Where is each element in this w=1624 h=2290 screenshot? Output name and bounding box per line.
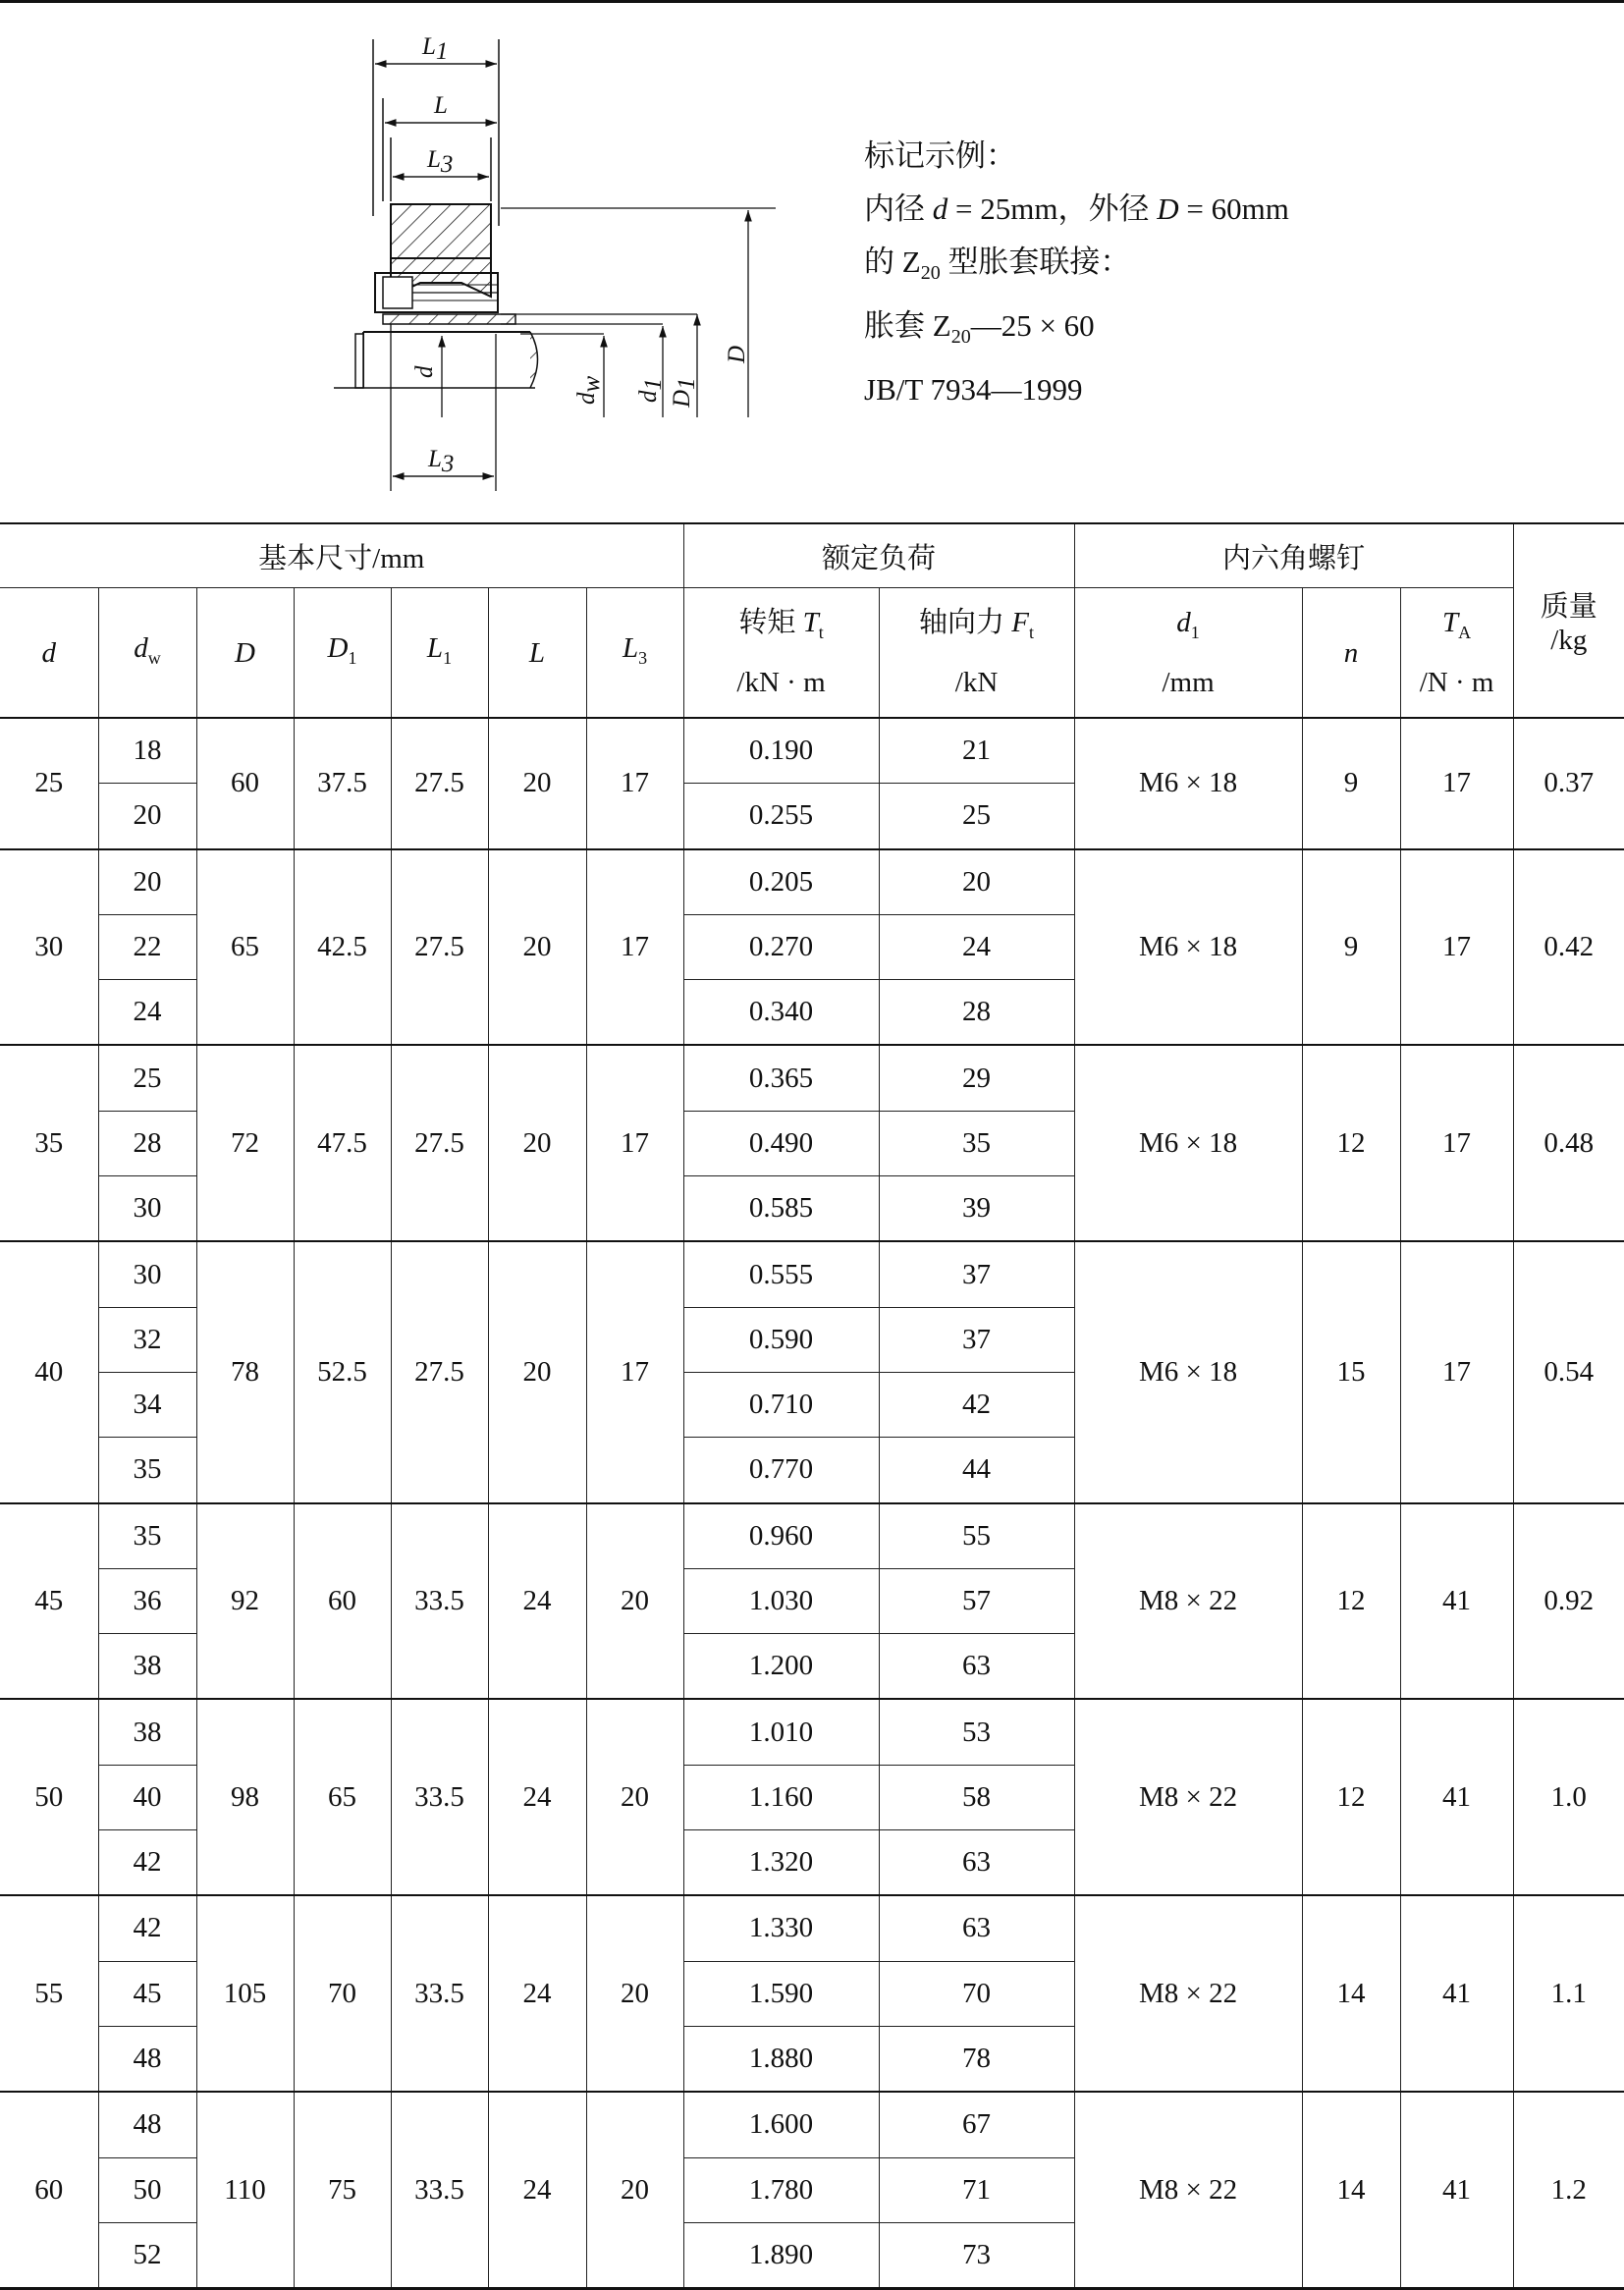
cell-d: 45 — [0, 1503, 98, 1700]
cell-axial-force: 70 — [879, 1961, 1074, 2026]
cell-D: 92 — [196, 1503, 294, 1700]
cell-L1: 33.5 — [391, 1895, 488, 2092]
col-D: D — [196, 588, 294, 719]
cell-d: 25 — [0, 718, 98, 849]
cell-torque: 0.255 — [683, 784, 879, 849]
marking-example — [864, 130, 1289, 416]
cell-torque: 1.160 — [683, 1765, 879, 1829]
cell-L: 24 — [488, 1699, 586, 1895]
cell-n: 12 — [1302, 1699, 1400, 1895]
cell-n: 15 — [1302, 1241, 1400, 1502]
cell-axial-force: 20 — [879, 849, 1074, 915]
cell-axial-force: 29 — [879, 1045, 1074, 1111]
cell-axial-force: 78 — [879, 2026, 1074, 2092]
cell-D: 105 — [196, 1895, 294, 2092]
cell-L1: 27.5 — [391, 1241, 488, 1502]
col-n: n — [1302, 588, 1400, 719]
cell-D: 60 — [196, 718, 294, 849]
cell-torque: 0.960 — [683, 1503, 879, 1569]
cell-D1: 60 — [294, 1503, 391, 1700]
cell-d: 40 — [0, 1241, 98, 1502]
cell-dw: 20 — [98, 784, 196, 849]
cell-TA: 41 — [1400, 1699, 1513, 1895]
cell-axial-force: 53 — [879, 1699, 1074, 1765]
cell-n: 14 — [1302, 2092, 1400, 2288]
cell-screw-size: M8 × 22 — [1074, 2092, 1302, 2288]
cell-torque: 1.030 — [683, 1568, 879, 1633]
table-row — [0, 1895, 1624, 1961]
cell-axial-force: 25 — [879, 784, 1074, 849]
cell-axial-force: 55 — [879, 1503, 1074, 1569]
cell-L3: 17 — [586, 718, 683, 849]
cell-dw: 30 — [98, 1176, 196, 1242]
header-mass: 质量 /kg — [1513, 523, 1624, 718]
cell-dw: 35 — [98, 1438, 196, 1503]
col-L3: $L_3$ — [586, 588, 683, 719]
label-D1: D1 — [669, 377, 700, 408]
cell-torque: 0.205 — [683, 849, 879, 915]
cell-L: 24 — [488, 2092, 586, 2288]
cell-n: 12 — [1302, 1045, 1400, 1241]
cell-n: 9 — [1302, 849, 1400, 1046]
table-row — [0, 2092, 1624, 2157]
cell-axial-force: 58 — [879, 1765, 1074, 1829]
cell-dw: 35 — [98, 1503, 196, 1569]
cell-mass: 1.2 — [1513, 2092, 1624, 2288]
cell-TA: 41 — [1400, 1895, 1513, 2092]
cell-L3: 17 — [586, 1045, 683, 1241]
label-L: L — [434, 92, 448, 119]
col-d: d — [0, 588, 98, 719]
table-row — [0, 1045, 1624, 1111]
marking-title: 标记示例： — [864, 138, 1016, 173]
cell-D: 78 — [196, 1241, 294, 1502]
cell-screw-size: M6 × 18 — [1074, 718, 1302, 849]
cell-dw: 40 — [98, 1765, 196, 1829]
col-screw-d1: $d_1$ /mm — [1074, 588, 1302, 719]
cell-D1: 47.5 — [294, 1045, 391, 1241]
cell-dw: 42 — [98, 1895, 196, 1961]
cell-TA: 41 — [1400, 2092, 1513, 2288]
cell-torque: 0.590 — [683, 1307, 879, 1372]
cell-L1: 33.5 — [391, 1503, 488, 1700]
col-D1: $D_1$ — [294, 588, 391, 719]
cell-TA: 17 — [1400, 718, 1513, 849]
cell-axial-force: 39 — [879, 1176, 1074, 1242]
col-TA: $T_A$ /N · m — [1400, 588, 1513, 719]
table-row — [0, 1699, 1624, 1765]
cell-torque: 0.365 — [683, 1045, 879, 1111]
cell-dw: 34 — [98, 1372, 196, 1437]
cell-TA: 17 — [1400, 1045, 1513, 1241]
cell-screw-size: M8 × 22 — [1074, 1699, 1302, 1895]
expansion-sleeve-drawing — [324, 20, 785, 491]
cell-mass: 0.48 — [1513, 1045, 1624, 1241]
cell-axial-force: 37 — [879, 1307, 1074, 1372]
cell-screw-size: M6 × 18 — [1074, 1241, 1302, 1502]
cell-mass: 1.1 — [1513, 1895, 1624, 2092]
table-row — [0, 849, 1624, 915]
cell-mass: 0.92 — [1513, 1503, 1624, 1700]
cell-screw-size: M8 × 22 — [1074, 1503, 1302, 1700]
cell-axial-force: 42 — [879, 1372, 1074, 1437]
cell-torque: 1.010 — [683, 1699, 879, 1765]
col-dw: $d_w$ — [98, 588, 196, 719]
cell-axial-force: 44 — [879, 1438, 1074, 1503]
marking-line-designation: 胀套 $Z_{20}—25 \times 60$ — [864, 308, 1095, 349]
cell-D1: 42.5 — [294, 849, 391, 1046]
cell-axial-force: 24 — [879, 914, 1074, 979]
marking-line-type: 的 $Z_{20}$ 型胀套联接： — [864, 245, 1131, 285]
cell-torque: 1.890 — [683, 2222, 879, 2288]
cell-torque: 0.555 — [683, 1241, 879, 1307]
cell-dw: 52 — [98, 2222, 196, 2288]
cell-L3: 20 — [586, 1895, 683, 2092]
cell-mass: 1.0 — [1513, 1699, 1624, 1895]
cell-D: 110 — [196, 2092, 294, 2288]
cell-screw-size: M6 × 18 — [1074, 1045, 1302, 1241]
cell-axial-force: 63 — [879, 1830, 1074, 1896]
cell-axial-force: 63 — [879, 1895, 1074, 1961]
cell-dw: 25 — [98, 1045, 196, 1111]
header-hex-screw: 内六角螺钉 — [1074, 523, 1513, 588]
cell-dw: 45 — [98, 1961, 196, 2026]
cell-TA: 41 — [1400, 1503, 1513, 1700]
top-rule — [0, 0, 1624, 3]
table-row — [0, 1503, 1624, 1569]
label-L3-top: L3 — [427, 146, 454, 178]
cell-L3: 17 — [586, 1241, 683, 1502]
cell-D1: 65 — [294, 1699, 391, 1895]
cell-torque: 1.320 — [683, 1830, 879, 1896]
cell-L: 20 — [488, 1241, 586, 1502]
cell-screw-size: M8 × 22 — [1074, 1895, 1302, 2092]
cell-dw: 28 — [98, 1111, 196, 1175]
label-D: D — [724, 345, 750, 363]
cell-mass: 0.42 — [1513, 849, 1624, 1046]
cell-L1: 27.5 — [391, 1045, 488, 1241]
cell-torque: 0.340 — [683, 980, 879, 1046]
cell-n: 12 — [1302, 1503, 1400, 1700]
label-d: d — [411, 365, 438, 378]
cell-L3: 20 — [586, 1503, 683, 1700]
cell-axial-force: 71 — [879, 2157, 1074, 2222]
cell-dw: 22 — [98, 914, 196, 979]
cell-torque: 0.490 — [683, 1111, 879, 1175]
cell-mass: 0.54 — [1513, 1241, 1624, 1502]
cell-D1: 70 — [294, 1895, 391, 2092]
cell-dw: 32 — [98, 1307, 196, 1372]
cell-L3: 20 — [586, 2092, 683, 2288]
header-basic-dimensions: 基本尺寸/mm — [0, 523, 683, 588]
cell-L1: 27.5 — [391, 718, 488, 849]
cell-torque: 1.200 — [683, 1634, 879, 1700]
cell-d: 30 — [0, 849, 98, 1046]
cell-torque: 1.590 — [683, 1961, 879, 2026]
cell-torque: 1.330 — [683, 1895, 879, 1961]
cell-torque: 0.270 — [683, 914, 879, 979]
cell-L: 24 — [488, 1503, 586, 1700]
cell-n: 14 — [1302, 1895, 1400, 2092]
cell-D: 72 — [196, 1045, 294, 1241]
cell-torque: 0.710 — [683, 1372, 879, 1437]
col-L: L — [488, 588, 586, 719]
spec-table — [0, 522, 1624, 2290]
label-L1: L1 — [422, 33, 449, 65]
cell-D1: 37.5 — [294, 718, 391, 849]
cell-screw-size: M6 × 18 — [1074, 849, 1302, 1046]
cell-axial-force: 63 — [879, 1634, 1074, 1700]
cell-dw: 18 — [98, 718, 196, 784]
cell-torque: 1.780 — [683, 2157, 879, 2222]
cell-L3: 17 — [586, 849, 683, 1046]
label-L3-bottom: L3 — [428, 446, 455, 477]
table-row — [0, 718, 1624, 784]
cell-torque: 0.770 — [683, 1438, 879, 1503]
cell-torque: 0.190 — [683, 718, 879, 784]
cell-n: 9 — [1302, 718, 1400, 849]
cell-L1: 33.5 — [391, 2092, 488, 2288]
label-d1: d1 — [635, 378, 667, 403]
table-row — [0, 1241, 1624, 1307]
cell-L1: 33.5 — [391, 1699, 488, 1895]
cell-mass: 0.37 — [1513, 718, 1624, 849]
cell-dw: 42 — [98, 1830, 196, 1896]
cell-dw: 20 — [98, 849, 196, 915]
cell-L1: 27.5 — [391, 849, 488, 1046]
col-axial-force: 轴向力 $F_t$ /kN — [879, 588, 1074, 719]
cell-axial-force: 67 — [879, 2092, 1074, 2157]
cell-dw: 38 — [98, 1634, 196, 1700]
sleeve-section-diagram — [324, 20, 785, 491]
cell-axial-force: 57 — [879, 1568, 1074, 1633]
col-torque: 转矩 $T_t$ /kN · m — [683, 588, 879, 719]
cell-TA: 17 — [1400, 1241, 1513, 1502]
cell-D1: 75 — [294, 2092, 391, 2288]
cell-D: 65 — [196, 849, 294, 1046]
cell-dw: 30 — [98, 1241, 196, 1307]
cell-dw: 48 — [98, 2026, 196, 2092]
cell-dw: 36 — [98, 1568, 196, 1633]
col-L1: $L_1$ — [391, 588, 488, 719]
spec-table-body — [0, 718, 1624, 2289]
cell-L: 20 — [488, 1045, 586, 1241]
cell-d: 55 — [0, 1895, 98, 2092]
header-rated-load: 额定负荷 — [683, 523, 1074, 588]
cell-axial-force: 21 — [879, 718, 1074, 784]
cell-D1: 52.5 — [294, 1241, 391, 1502]
cell-torque: 0.585 — [683, 1176, 879, 1242]
cell-torque: 1.600 — [683, 2092, 879, 2157]
cell-d: 35 — [0, 1045, 98, 1241]
cell-L: 20 — [488, 849, 586, 1046]
cell-axial-force: 35 — [879, 1111, 1074, 1175]
cell-L3: 20 — [586, 1699, 683, 1895]
cell-axial-force: 28 — [879, 980, 1074, 1046]
cell-L: 24 — [488, 1895, 586, 2092]
cell-dw: 38 — [98, 1699, 196, 1765]
cell-axial-force: 73 — [879, 2222, 1074, 2288]
cell-d: 50 — [0, 1699, 98, 1895]
marking-line-dimensions: 内径 d = 25mm，外径 D = 60mm — [864, 191, 1289, 226]
marking-line-standard: JB/T 7934—1999 — [864, 372, 1083, 408]
cell-TA: 17 — [1400, 849, 1513, 1046]
cell-dw: 50 — [98, 2157, 196, 2222]
cell-L: 20 — [488, 718, 586, 849]
cell-torque: 1.880 — [683, 2026, 879, 2092]
label-dw: dw — [573, 375, 605, 405]
cell-axial-force: 37 — [879, 1241, 1074, 1307]
cell-d: 60 — [0, 2092, 98, 2288]
cell-dw: 24 — [98, 980, 196, 1046]
cell-D: 98 — [196, 1699, 294, 1895]
cell-dw: 48 — [98, 2092, 196, 2157]
